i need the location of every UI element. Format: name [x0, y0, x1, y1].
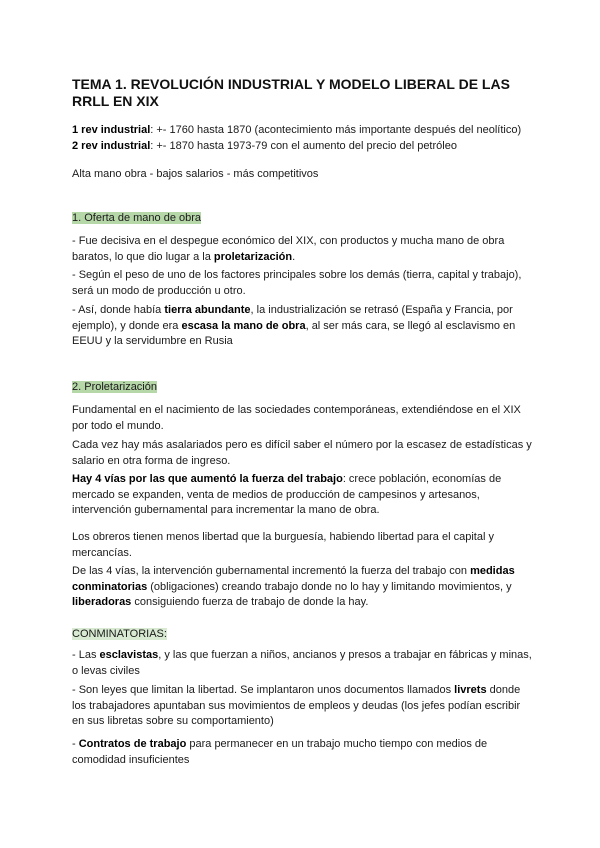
paragraph-prol-4: Los obreros tienen menos libertad que la burguesía, habiendo libertad para el capital y mercancías.	[72, 531, 494, 559]
summary-line: Alta mano obra - bajos salarios - más competitivos	[72, 168, 319, 180]
paragraph-prol-2: Cada vez hay más asalariados pero es difícil saber el número por la escasez de estadísticas y salario en otra forma de ingreso.	[72, 439, 532, 467]
page-title: TEMA 1. REVOLUCIÓN INDUSTRIAL Y MODELO LIBERAL DE LAS RRLL EN XIX	[72, 76, 510, 109]
paragraph-prol-1: Fundamental en el nacimiento de las sociedades contemporáneas, extendiéndose en el XIX por todo el mundo.	[72, 404, 521, 432]
second-revolution-line: 2 rev industrial: +- 1870 hasta 1973-79 con el aumento del precio del petróleo	[72, 139, 457, 152]
paragraph-labor-1: - Fue decisiva en el despegue económico del XIX, con productos y mucha mano de obra baratos, lo que dio lugar a la proletarización.	[72, 235, 505, 263]
paragraph-labor-2: - Según el peso de uno de los factores principales sobre los demás (tierra, capital y trabajo), será un modo de producción u otro.	[72, 269, 522, 297]
conminatorias-item-3: - Contratos de trabajo para permanecer en un trabajo mucho tiempo con medios de comodidad insuficientes	[72, 738, 488, 766]
conminatorias-item-1: - Las esclavistas, y las que fuerzan a niños, ancianos y presos a trabajar en fábricas y minas, o levas civiles	[72, 649, 532, 677]
paragraph-prol-5: De las 4 vías, la intervención gubernamental incrementó la fuerza del trabajo con medidas conminatorias (obligaciones) creando trabajo donde no lo hay y limitando movimientos, y liberadoras consiguiendo fuerza de trabajo de donde la hay.	[72, 565, 515, 608]
conminatorias-label: CONMINATORIAS:	[72, 628, 167, 640]
conminatorias-item-2: - Son leyes que limitan la libertad. Se implantaron unos documentos llamados livrets donde los trabajadores apuntaban sus movimientos de empleos y deudas (los jefes podían escribir en sus libretas sobre su comportamiento)	[72, 684, 521, 727]
paragraph-prol-3: Hay 4 vías por las que aumentó la fuerza del trabajo: crece población, economías de mercado se expanden, venta de medios de producción de campesinos y artesanos, intervención gubernamental para incrementar la mano de obra.	[72, 473, 502, 516]
first-revolution-line: 1 rev industrial: +- 1760 hasta 1870 (acontecimiento más importante después del neolítico)	[72, 124, 522, 136]
section-heading-labor-supply: 1. Oferta de mano de obra	[72, 212, 202, 224]
paragraph-labor-3: - Así, donde había tierra abundante, la industrialización se retrasó (España y Francia, por ejemplo), y donde era escasa la mano de obra, al ser más cara, se llegó al esclavismo en EEUU y la servidumbre en Rusia	[72, 304, 516, 347]
revolution-dates	[72, 123, 532, 154]
section-heading-proletarization: 2. Proletarización	[72, 381, 157, 393]
